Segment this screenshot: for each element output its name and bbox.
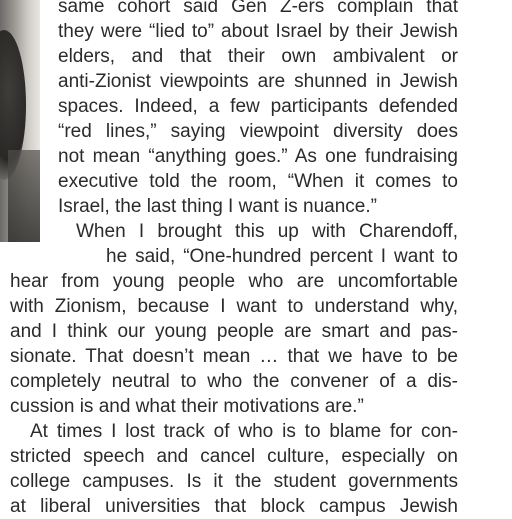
text-line: “red lines,” saying viewpoint diversity does (58, 121, 458, 142)
text-line: and I think our young people are smart and pas- (10, 321, 458, 342)
text-line: hear from young people who are uncomfortable (10, 271, 458, 292)
text-line: he said, “One-hundred percent I want to (106, 246, 458, 267)
text-line: same cohort said Gen Z-ers complain that (58, 0, 458, 17)
text-line: completely neutral to who the convener of a dis- (10, 371, 458, 392)
text-line: executive told the room, “When it comes to (58, 171, 458, 192)
text-line: they were “lied to” about Israel by their Jewish (58, 21, 458, 42)
text-line: with Zionism, because I want to understand why, (10, 296, 458, 317)
text-line: at liberal universities that block campus Jewish (10, 496, 458, 517)
text-line: elders, and that their own ambivalent or (58, 46, 458, 67)
text-line: stricted speech and cancel culture, especially on (10, 446, 458, 467)
text-line: cussion is and what their motivations are.” (10, 396, 364, 417)
text-line: anti-Zionist viewpoints are shunned in Jewish (58, 71, 458, 92)
text-line: When I brought this up with Charendoff, (76, 221, 458, 242)
text-line: not mean “anything goes.” As one fundraising (58, 146, 458, 167)
article-photo (0, 0, 40, 242)
text-line: At times I lost track of who is to blame for con- (30, 421, 458, 442)
text-line: college campuses. Is it the student governments (10, 471, 458, 492)
text-line: spaces. Indeed, a few participants defended (58, 96, 458, 117)
text-line: Israel, the last thing I want is nuance.” (58, 196, 377, 217)
text-line: sionate. That doesn’t mean … that we have to be (10, 346, 458, 367)
